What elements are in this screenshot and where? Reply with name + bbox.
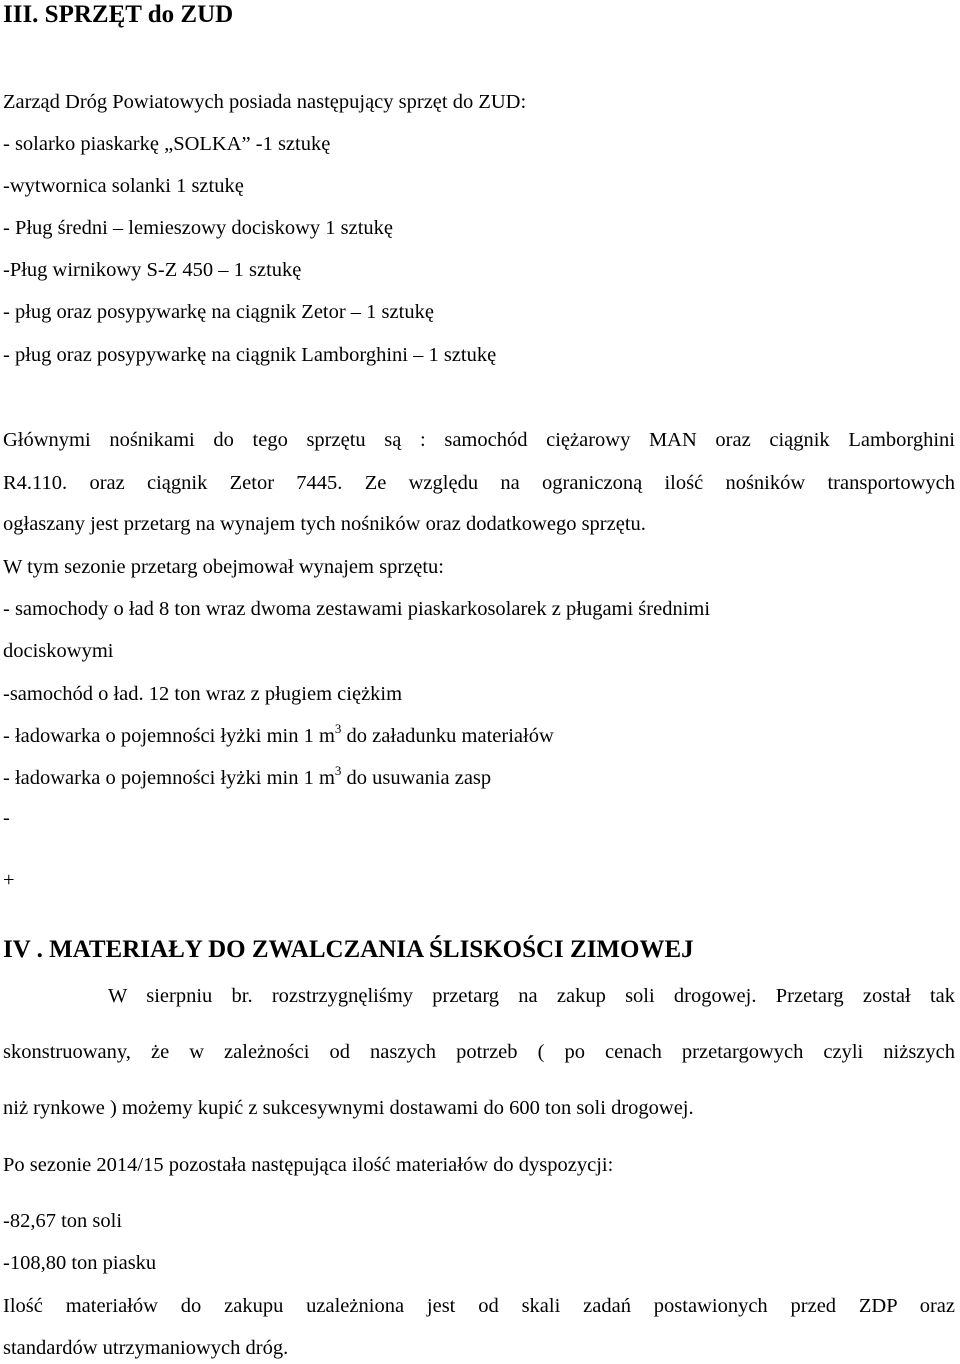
dash-line: -	[3, 807, 10, 829]
season-item: - samochody o ład 8 ton wraz dwoma zestawami piaskarkosolarek z pługami średnimi	[3, 598, 711, 620]
equipment-intro: Zarząd Dróg Powiatowych posiada następujący sprzęt do ZUD:	[3, 91, 527, 113]
remaining-item: -108,80 ton piasku	[3, 1252, 157, 1274]
superscript: 3	[334, 763, 342, 778]
carriers-paragraph-line: R4.110. oraz ciągnik Zetor 7445. Ze względu na ograniczoną ilość nośników transportowych	[3, 472, 955, 494]
season-intro: W tym sezonie przetarg obejmował wynajem sprzętu:	[3, 556, 444, 578]
season-item: dociskowymi	[3, 640, 114, 662]
section-3-heading: III. SPRZĘT do ZUD	[3, 1, 234, 28]
salt-paragraph-line: niż rynkowe ) możemy kupić z sukcesywnymi dostawami do 600 ton soli drogowej.	[3, 1097, 694, 1119]
equipment-item: -Pług wirnikowy S-Z 450 – 1 sztukę	[3, 259, 302, 281]
loader-text: - ładowarka o pojemności łyżki min 1 m	[3, 767, 335, 789]
carriers-paragraph-line: ogłaszany jest przetarg na wynajem tych nośników oraz dodatkowego sprzętu.	[3, 513, 646, 535]
loader-item-snow	[3, 763, 492, 789]
equipment-item: - pług oraz posypywarkę na ciągnik Zetor – 1 sztukę	[3, 301, 434, 323]
loader-text: do usuwania zasp	[341, 767, 492, 789]
equipment-item: - solarko piaskarkę „SOLKA” -1 sztukę	[3, 133, 331, 155]
section-4-heading: IV . MATERIAŁY DO ZWALCZANIA ŚLISKOŚCI ZIMOWEJ	[3, 936, 694, 963]
equipment-item: - Pług średni – lemieszowy dociskowy 1 sztukę	[3, 217, 394, 239]
closing-line: Ilość materiałów do zakupu uzależniona jest od skali zadań postawionych przed ZDP oraz	[3, 1295, 955, 1317]
salt-paragraph-line: W sierpniu br. rozstrzygnęliśmy przetarg na zakup soli drogowej. Przetarg został tak	[108, 985, 955, 1007]
season-item: -samochód o ład. 12 ton wraz z pługiem ciężkim	[3, 683, 403, 705]
remaining-intro: Po sezonie 2014/15 pozostała następująca ilość materiałów do dyspozycji:	[3, 1154, 614, 1176]
equipment-item: -wytwornica solanki 1 sztukę	[3, 175, 244, 197]
closing-line: standardów utrzymaniowych dróg.	[3, 1337, 289, 1359]
loader-text: - ładowarka o pojemności łyżki min 1 m	[3, 725, 335, 747]
equipment-item: - pług oraz posypywarkę na ciągnik Lamborghini – 1 sztukę	[3, 344, 497, 366]
loader-text: do załadunku materiałów	[341, 725, 554, 747]
remaining-item: -82,67 ton soli	[3, 1210, 123, 1232]
salt-paragraph-line: skonstruowany, że w zależności od naszych potrzeb ( po cenach przetargowych czyli niższych	[3, 1041, 955, 1063]
loader-item-loading	[3, 721, 554, 747]
carriers-paragraph-line: Głównymi nośnikami do tego sprzętu są : samochód ciężarowy MAN oraz ciągnik Lamborghini	[3, 429, 955, 451]
superscript: 3	[334, 721, 342, 736]
plus-line: +	[3, 869, 15, 891]
